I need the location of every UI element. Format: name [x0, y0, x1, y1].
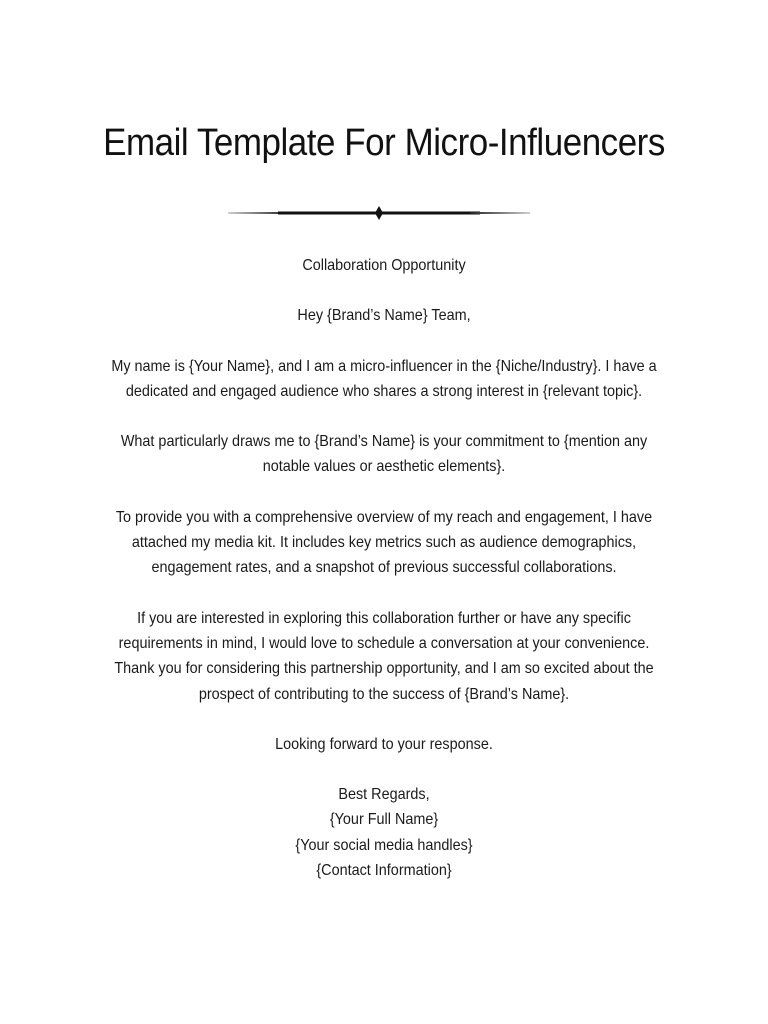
email-body: [109, 253, 660, 883]
email-subject: Collaboration Opportunity: [302, 257, 466, 274]
signature-social-handles: {Your social media handles}: [295, 836, 473, 854]
email-paragraph-interest: What particularly draws me to {Brand’s Name} is your commitment to {mention any notable values or aesthetic elements}.: [120, 433, 648, 476]
signature-full-name: {Your Full Name}: [329, 811, 439, 829]
signature-sign-off: Best Regards,: [338, 786, 430, 804]
email-closing-line: Looking forward to your response.: [275, 735, 493, 753]
ornamental-divider: [228, 204, 530, 222]
email-paragraph-media-kit: To provide you with a comprehensive overview of my reach and engagement, I have attached my media kit. It includes key metrics such as audience demographics, engagement rates, and a snapshot of previous successful collaborations.: [115, 508, 653, 577]
signature-contact: {Contact Information}: [316, 862, 452, 880]
email-paragraph-intro: My name is {Your Name}, and I am a micro-influencer in the {Niche/Industry}. I have a dedicated and engaged audience who shares a strong interest in {relevant topic}.: [111, 357, 657, 400]
document-title: Email Template For Micro-Influencers: [103, 122, 665, 164]
email-greeting: Hey {Brand’s Name} Team,: [297, 307, 471, 325]
email-paragraph-next-steps: If you are interested in exploring this collaboration further or have any specific requirements in mind, I would love to schedule a conversation at your convenience. Thank you for considering this partnership opportunity, and I am so excited about the prospect of contributing to the success of {Brand’s Name}.: [114, 609, 654, 703]
email-signature: [109, 782, 660, 883]
